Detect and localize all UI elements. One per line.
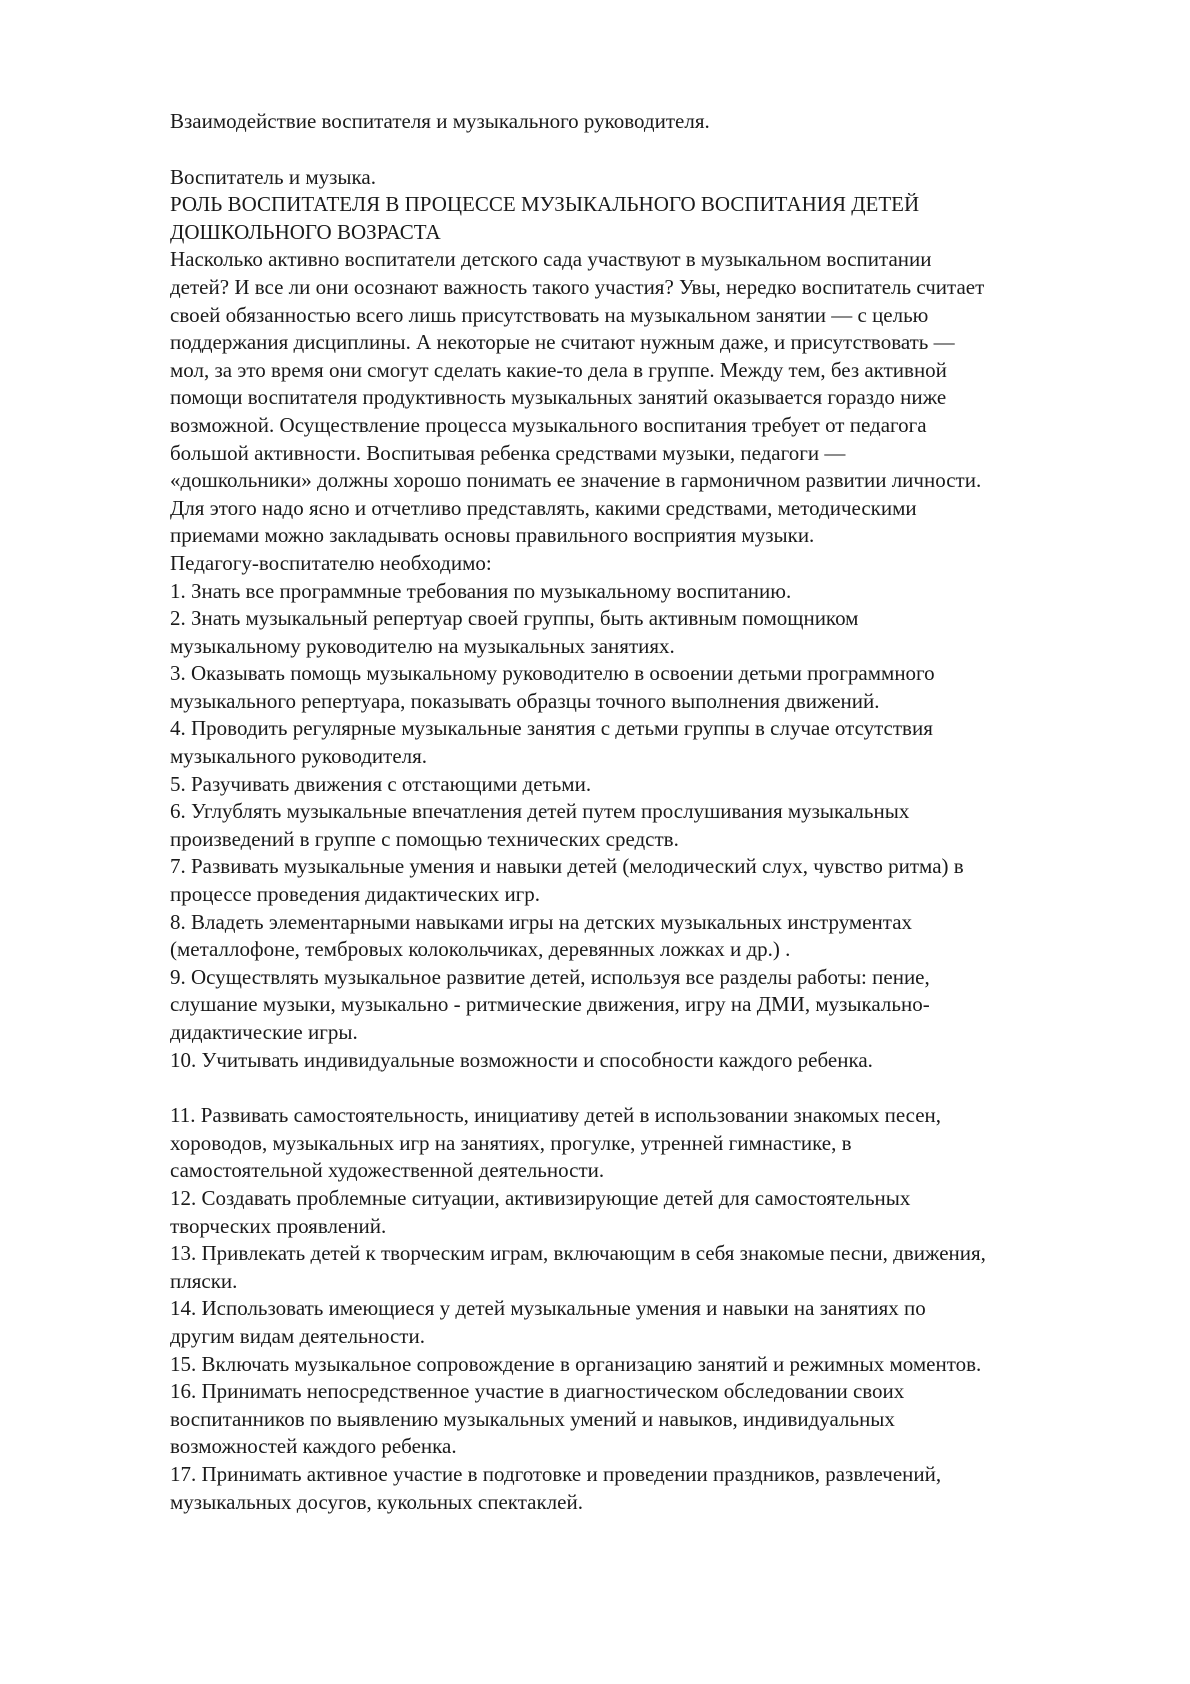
list-item [170, 1295, 1130, 1350]
list-item [170, 771, 1130, 799]
list-item-line: 6. Углублять музыкальные впечатления детей путем прослушивания музыкальных [170, 799, 910, 824]
document-subtitle: Воспитатель и музыка. [170, 164, 376, 189]
list-item-line: 9. Осуществлять музыкальное развитие детей, используя все разделы работы: пение, [170, 964, 930, 989]
list-item-line: музыкального руководителя. [170, 744, 428, 769]
list-item-line: воспитанников по выявлению музыкальных умений и навыков, индивидуальных [170, 1406, 895, 1431]
list-intro: Педагогу-воспитателю необходимо: [170, 550, 492, 575]
list-item-line: 4. Проводить регулярные музыкальные занятия с детьми группы в случае отсутствия [170, 716, 933, 741]
list-item [170, 798, 1130, 853]
list-item [170, 715, 1130, 770]
list-item-line: возможностей каждого ребенка. [170, 1434, 457, 1459]
list-item-line: 2. Знать музыкальный репертуар своей группы, быть активным помощником [170, 606, 859, 631]
intro-line: приемами можно закладывать основы правильного восприятия музыки. [170, 523, 815, 548]
list-item-line: хороводов, музыкальных игр на занятиях, прогулке, утренней гимнастике, в [170, 1130, 852, 1155]
list-item [170, 1185, 1130, 1240]
list-item [170, 1461, 1130, 1516]
list-item-line: 13. Привлекать детей к творческим играм, включающим в себя знакомые песни, движения, [170, 1241, 986, 1266]
duties-list-part-2 [170, 1102, 1130, 1516]
intro-line: поддержания дисциплины. А некоторые не считают нужным даже, и присутствовать — [170, 330, 955, 355]
list-item-line: (металлофоне, тембровых колокольчиках, деревянных ложках и др.) . [170, 937, 791, 962]
intro-paragraph [170, 246, 1130, 550]
intro-line: своей обязанностью всего лишь присутствовать на музыкальном занятии — с целью [170, 302, 929, 327]
list-item [170, 1240, 1130, 1295]
list-item-line: 1. Знать все программные требования по музыкальному воспитанию. [170, 578, 792, 603]
list-item [170, 1351, 1130, 1379]
list-item-line: музыкальных досугов, кукольных спектаклей. [170, 1489, 583, 1514]
list-item-line: 5. Разучивать движения с отстающими детьми. [170, 771, 592, 796]
intro-line: детей? И все ли они осознают важность такого участия? Увы, нередко воспитатель считает [170, 274, 985, 299]
list-item-line: 16. Принимать непосредственное участие в диагностическом обследовании своих [170, 1379, 905, 1404]
list-item-line: музыкальному руководителю на музыкальных занятиях. [170, 633, 675, 658]
list-item-line: 12. Создавать проблемные ситуации, активизирующие детей для самостоятельных [170, 1185, 911, 1210]
intro-line: Насколько активно воспитатели детского сада участвуют в музыкальном воспитании [170, 247, 932, 272]
list-item [170, 853, 1130, 908]
list-item-line: 17. Принимать активное участие в подготовке и проведении праздников, развлечений, [170, 1461, 942, 1486]
document-page [170, 108, 1130, 1516]
list-item-line: самостоятельной художественной деятельности. [170, 1158, 605, 1183]
list-item [170, 1047, 1130, 1075]
document-title: Взаимодействие воспитателя и музыкального руководителя. [170, 109, 710, 133]
list-item-line: 8. Владеть элементарными навыками игры на детских музыкальных инструментах [170, 909, 913, 934]
list-item-line: пляски. [170, 1268, 238, 1293]
heading-line: ДОШКОЛЬНОГО ВОЗРАСТА [170, 219, 441, 244]
list-item [170, 605, 1130, 660]
list-item-line: 15. Включать музыкальное сопровождение в организацию занятий и режимных моментов. [170, 1351, 982, 1376]
list-item-line: другим видам деятельности. [170, 1323, 425, 1348]
list-item-line: процессе проведения дидактических игр. [170, 882, 541, 907]
intro-line: большой активности. Воспитывая ребенка средствами музыки, педагоги — [170, 440, 846, 465]
list-item-line: 3. Оказывать помощь музыкальному руководителю в освоении детьми программного [170, 661, 935, 686]
list-item [170, 578, 1130, 606]
list-item-line: 10. Учитывать индивидуальные возможности и способности каждого ребенка. [170, 1047, 873, 1072]
duties-list-part-1 [170, 578, 1130, 1075]
list-item [170, 660, 1130, 715]
intro-line: мол, за это время они смогут сделать какие-то дела в группе. Между тем, без активной [170, 357, 947, 382]
list-item-line: слушание музыки, музыкально - ритмические движения, игру на ДМИ, музыкально- [170, 992, 930, 1017]
intro-line: Для этого надо ясно и отчетливо представлять, какими средствами, методическими [170, 495, 917, 520]
list-item-line: 7. Развивать музыкальные умения и навыки детей (мелодический слух, чувство ритма) в [170, 854, 964, 879]
section-heading [170, 191, 1130, 246]
list-item [170, 1378, 1130, 1461]
list-item [170, 964, 1130, 1047]
list-item-line: произведений в группе с помощью технических средств. [170, 826, 679, 851]
list-item [170, 1102, 1130, 1185]
intro-line: «дошкольники» должны хорошо понимать ее значение в гармоничном развитии личности. [170, 468, 982, 493]
list-item-line: творческих проявлений. [170, 1213, 387, 1238]
heading-line: РОЛЬ ВОСПИТАТЕЛЯ В ПРОЦЕССЕ МУЗЫКАЛЬНОГО ВОСПИТАНИЯ ДЕТЕЙ [170, 192, 920, 217]
paragraph-gap [170, 1074, 1130, 1102]
list-item-line: дидактические игры. [170, 1020, 358, 1044]
list-item-line: 11. Развивать самостоятельность, инициативу детей в использовании знакомых песен, [170, 1103, 942, 1128]
intro-line: возможной. Осуществление процесса музыкального воспитания требует от педагога [170, 412, 927, 437]
list-item [170, 909, 1130, 964]
list-item-line: 14. Использовать имеющиеся у детей музыкальные умения и навыки на занятиях по [170, 1296, 926, 1321]
list-item-line: музыкального репертуара, показывать образцы точного выполнения движений. [170, 688, 880, 713]
intro-line: помощи воспитателя продуктивность музыкальных занятий оказывается гораздо ниже [170, 385, 947, 410]
